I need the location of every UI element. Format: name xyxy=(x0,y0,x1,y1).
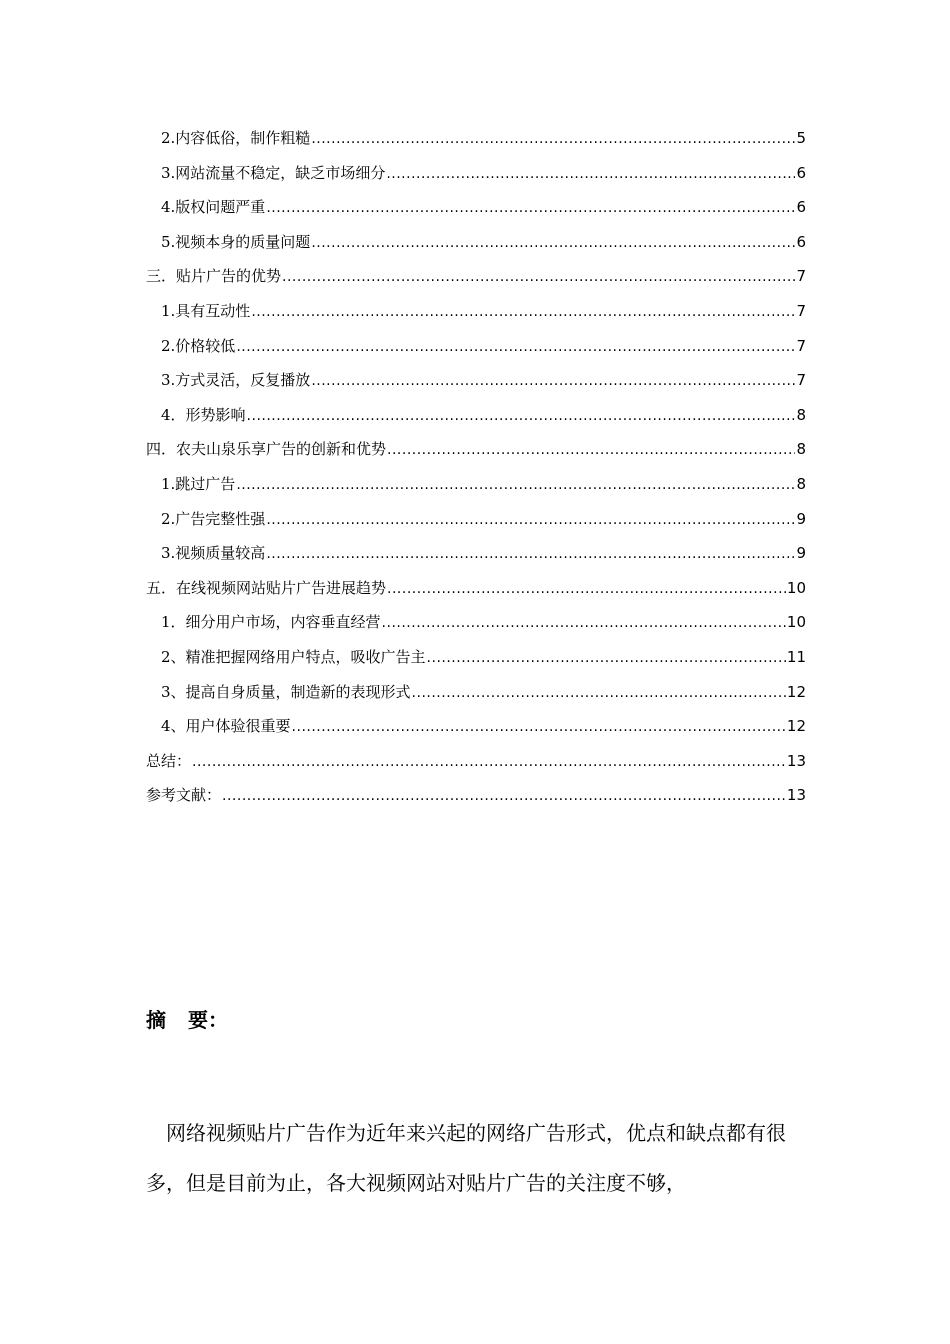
toc-entry-label: 4.版权问题严重 xyxy=(161,198,266,217)
toc-entry[interactable] xyxy=(146,747,806,782)
toc-entry-label: 1．细分用户市场，内容垂直经营 xyxy=(161,613,381,632)
toc-entry-page-number: 13 xyxy=(786,786,806,805)
toc-dot-leader xyxy=(282,263,795,291)
toc-entry[interactable] xyxy=(146,366,806,401)
toc-entry-page-number: 6 xyxy=(796,163,806,182)
toc-entry-label: 3、提高自身质量，制造新的表现形式 xyxy=(161,682,411,701)
abstract-body: 网络视频贴片广告作为近年来兴起的网络广告形式，优点和缺点都有很多，但是目前为止，各大视频网站对贴片广告的关注度不够， xyxy=(146,1121,786,1195)
toc-dot-leader xyxy=(266,194,795,222)
toc-entry[interactable] xyxy=(146,781,806,816)
toc-entry[interactable] xyxy=(146,193,806,228)
toc-entry[interactable] xyxy=(146,678,806,713)
toc-entry-label: 3.视频质量较高 xyxy=(161,544,266,563)
abstract-heading-part2: 要： xyxy=(188,1008,228,1032)
toc-entry-page-number: 10 xyxy=(786,578,806,597)
toc-entry[interactable] xyxy=(146,262,806,297)
toc-entry-label: 2、精准把握网络用户特点，吸收广告主 xyxy=(161,647,426,666)
toc-dot-leader xyxy=(311,125,795,153)
toc-entry[interactable] xyxy=(146,574,806,609)
toc-dot-leader xyxy=(311,367,795,395)
toc-entry-label: 1.具有互动性 xyxy=(161,301,251,320)
toc-entry[interactable] xyxy=(146,159,806,194)
toc-entry-page-number: 9 xyxy=(796,544,806,563)
toc-entry-label: 4、用户体验很重要 xyxy=(161,717,291,736)
toc-dot-leader xyxy=(222,782,786,810)
abstract-heading xyxy=(146,1004,228,1033)
toc-dot-leader xyxy=(386,160,795,188)
toc-entry-page-number: 6 xyxy=(796,198,806,217)
toc-dot-leader xyxy=(192,748,786,776)
toc-dot-leader xyxy=(266,506,795,534)
toc-entry-label: 1.跳过广告 xyxy=(161,474,236,493)
toc-entry-page-number: 8 xyxy=(796,474,806,493)
toc-entry-label: 5.视频本身的质量问题 xyxy=(161,232,311,251)
toc-dot-leader xyxy=(247,402,796,430)
toc-entry[interactable] xyxy=(146,297,806,332)
toc-dot-leader xyxy=(292,713,786,741)
toc-entry[interactable] xyxy=(146,643,806,678)
toc-entry[interactable] xyxy=(146,712,806,747)
toc-dot-leader xyxy=(382,609,786,637)
toc-entry-label: 4．形势影响 xyxy=(161,405,246,424)
abstract-heading-part1: 摘 xyxy=(146,1008,166,1032)
toc-dot-leader xyxy=(427,644,786,672)
toc-entry[interactable] xyxy=(146,470,806,505)
toc-dot-leader xyxy=(266,540,795,568)
toc-entry-page-number: 9 xyxy=(796,509,806,528)
toc-entry[interactable] xyxy=(146,401,806,436)
toc-entry[interactable] xyxy=(146,332,806,367)
toc-entry-page-number: 13 xyxy=(786,751,806,770)
toc-dot-leader xyxy=(236,333,795,361)
toc-entry[interactable] xyxy=(146,228,806,263)
toc-entry-page-number: 8 xyxy=(796,440,806,459)
toc-entry[interactable] xyxy=(146,505,806,540)
toc-entry[interactable] xyxy=(146,124,806,159)
toc-entry-label: 3.方式灵活，反复播放 xyxy=(161,371,311,390)
toc-entry-page-number: 7 xyxy=(796,301,806,320)
toc-entry-page-number: 5 xyxy=(796,129,806,147)
toc-entry-page-number: 12 xyxy=(786,717,806,736)
toc-entry-label: 四．农夫山泉乐享广告的创新和优势 xyxy=(146,440,387,459)
toc-entry-label: 总结： xyxy=(146,751,192,770)
toc-dot-leader xyxy=(236,471,795,499)
toc-entry-page-number: 12 xyxy=(786,682,806,701)
toc-entry-page-number: 6 xyxy=(796,232,806,251)
toc-entry[interactable] xyxy=(146,435,806,470)
toc-entry[interactable] xyxy=(146,608,806,643)
toc-entry-page-number: 11 xyxy=(786,647,806,666)
toc-dot-leader xyxy=(387,436,795,464)
toc-entry-label: 2.广告完整性强 xyxy=(161,509,266,528)
toc-entry-label: 3.网站流量不稳定，缺乏市场细分 xyxy=(161,163,386,182)
toc-entry-label: 2.价格较低 xyxy=(161,336,236,355)
toc-entry-page-number: 10 xyxy=(786,613,806,632)
toc-entry-label: 参考文献： xyxy=(146,786,222,805)
table-of-contents xyxy=(146,124,806,816)
toc-entry-label: 五．在线视频网站贴片广告进展趋势 xyxy=(146,578,387,597)
toc-entry-page-number: 7 xyxy=(796,371,806,390)
toc-entry-page-number: 7 xyxy=(796,267,806,286)
toc-entry[interactable] xyxy=(146,539,806,574)
toc-dot-leader xyxy=(311,229,795,257)
toc-dot-leader xyxy=(412,679,786,707)
toc-entry-page-number: 8 xyxy=(796,405,806,424)
toc-entry-label: 2.内容低俗，制作粗糙 xyxy=(161,129,311,147)
toc-entry-page-number: 7 xyxy=(796,336,806,355)
toc-dot-leader xyxy=(251,298,795,326)
toc-dot-leader xyxy=(387,575,786,603)
toc-entry-label: 三．贴片广告的优势 xyxy=(146,267,282,286)
